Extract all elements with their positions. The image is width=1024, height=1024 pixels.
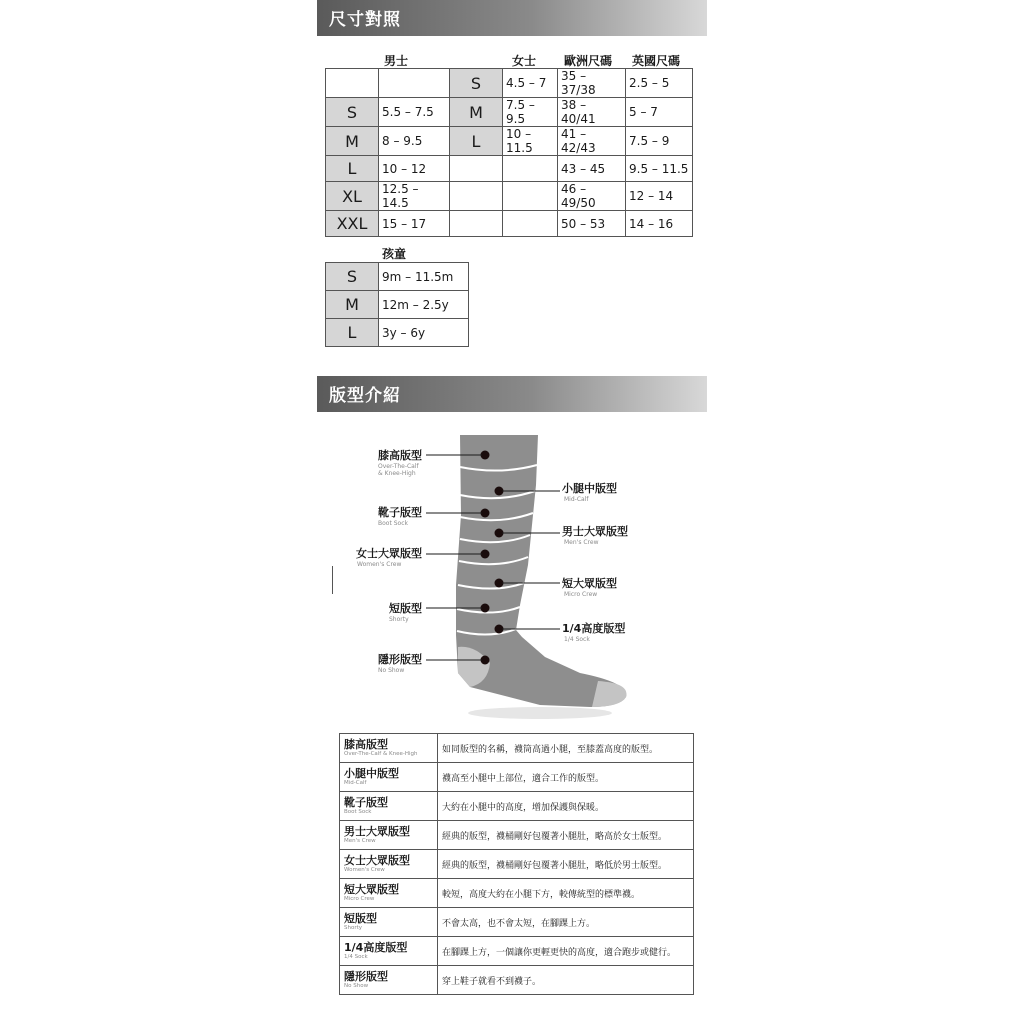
uk-cell: 9.5 – 11.5: [626, 156, 693, 182]
size-row: [326, 69, 693, 98]
womens-crew-label: 女士大眾版型: [356, 547, 422, 560]
sock-type-name: 短大眾版型: [344, 882, 399, 896]
men-size-cell: M: [326, 127, 379, 156]
kids-header: 孩童: [382, 247, 407, 261]
men-size-cell: [326, 69, 379, 98]
over-calf-label-en2: & Knee-High: [378, 470, 416, 477]
sock-type-name-cell: [340, 850, 438, 879]
shorty-label: 短版型: [389, 602, 422, 615]
women-size-cell: L: [450, 127, 503, 156]
sock-type-name-en: Men's Crew: [344, 837, 376, 844]
sock-type-description: 經典的版型，襪桶剛好包覆著小腿肚，略低於男士版型。: [438, 850, 694, 879]
eu-cell: 46 – 49/50: [558, 182, 626, 211]
women-range-cell: 7.5 – 9.5: [503, 98, 558, 127]
eu-cell: 50 – 53: [558, 211, 626, 237]
mid-calf-label-en: Mid-Calf: [564, 496, 589, 503]
women-range-cell: [503, 182, 558, 211]
sock-type-description: 較短，高度大約在小腿下方，較傳統型的標準襪。: [438, 879, 694, 908]
sock-type-name-cell: [340, 734, 438, 763]
women-size-cell: [450, 156, 503, 182]
sock-type-name-cell: [340, 937, 438, 966]
men-size-cell: L: [326, 156, 379, 182]
sock-type-description: 穿上鞋子就看不到襪子。: [438, 966, 694, 995]
uk-cell: 14 – 16: [626, 211, 693, 237]
sock-type-name: 膝高版型: [344, 737, 388, 751]
eu-cell: 35 – 37/38: [558, 69, 626, 98]
sock-type-name-en: Women's Crew: [344, 866, 385, 873]
kids-range-cell: 3y – 6y: [379, 319, 469, 347]
sock-type-name: 1/4高度版型: [344, 940, 408, 954]
sock-type-description: 襪高至小腿中上部位，適合工作的版型。: [438, 763, 694, 792]
sock-type-name-en: Shorty: [344, 924, 363, 931]
women-range-cell: [503, 211, 558, 237]
sock-type-name-en: Boot Sock: [344, 808, 372, 815]
uk-header: 英國尺碼: [632, 54, 681, 68]
quarter-label-en: 1/4 Sock: [564, 636, 590, 643]
kids-size-cell: S: [326, 263, 379, 291]
sock-type-description: 不會太高，也不會太短，在腳踝上方。: [438, 908, 694, 937]
uk-cell: 5 – 7: [626, 98, 693, 127]
men-range-cell: 12.5 – 14.5: [379, 182, 450, 211]
mid-calf-label: 小腿中版型: [562, 482, 617, 495]
women-range-cell: [503, 156, 558, 182]
no-show-label-en: No Show: [378, 667, 405, 674]
sock-type-name-en: 1/4 Sock: [344, 953, 368, 960]
sock-type-description: 在腳踝上方，一個讓你更輕更快的高度，適合跑步或健行。: [438, 937, 694, 966]
description-row: [340, 966, 694, 995]
sock-type-name-cell: [340, 821, 438, 850]
kids-range-cell: 12m – 2.5y: [379, 291, 469, 319]
eu-cell: 41 – 42/43: [558, 127, 626, 156]
men-range-cell: 15 – 17: [379, 211, 450, 237]
description-row: [340, 821, 694, 850]
kids-size-cell: L: [326, 319, 379, 347]
eu-cell: 38 – 40/41: [558, 98, 626, 127]
description-row: [340, 763, 694, 792]
description-row: [340, 879, 694, 908]
sock-type-description: 大約在小腿中的高度，增加保護與保暖。: [438, 792, 694, 821]
kids-size-cell: M: [326, 291, 379, 319]
sock-shadow: [468, 707, 612, 719]
size-table: [325, 68, 693, 237]
description-row: [340, 850, 694, 879]
women-range-cell: 4.5 – 7: [503, 69, 558, 98]
uk-cell: 12 – 14: [626, 182, 693, 211]
sock-type-name-en: Mid-Calf: [344, 779, 367, 786]
sock-type-name-cell: [340, 763, 438, 792]
sock-type-name: 小腿中版型: [344, 766, 399, 780]
sock-type-name: 男士大眾版型: [344, 824, 410, 838]
sock-type-name: 短版型: [344, 911, 377, 925]
description-row: [340, 937, 694, 966]
sock-type-name-en: Over-The-Calf & Knee-High: [344, 750, 418, 757]
sock-type-name-cell: [340, 908, 438, 937]
micro-crew-label-en: Micro Crew: [564, 591, 598, 598]
men-header: 男士: [384, 54, 409, 68]
description-row: [340, 734, 694, 763]
men-size-cell: XL: [326, 182, 379, 211]
size-chart-title: 尺寸對照: [329, 10, 401, 30]
uk-cell: 7.5 – 9: [626, 127, 693, 156]
description-row: [340, 908, 694, 937]
men-range-cell: 8 – 9.5: [379, 127, 450, 156]
sock-toe: [592, 681, 626, 707]
kids-row: [326, 319, 469, 347]
women-header: 女士: [512, 54, 537, 68]
sock-type-name-cell: [340, 966, 438, 995]
sock-type-description: 經典的版型，襪桶剛好包覆著小腿肚，略高於女士版型。: [438, 821, 694, 850]
mens-crew-label: 男士大眾版型: [562, 525, 628, 538]
uk-cell: 2.5 – 5: [626, 69, 693, 98]
sock-height-diagram: [330, 425, 650, 725]
sock-type-name: 女士大眾版型: [344, 853, 410, 867]
micro-crew-label: 短大眾版型: [562, 577, 617, 590]
men-size-cell: S: [326, 98, 379, 127]
men-range-cell: 10 – 12: [379, 156, 450, 182]
men-range-cell: 5.5 – 7.5: [379, 98, 450, 127]
size-row: [326, 211, 693, 237]
no-show-label: 隱形版型: [378, 653, 422, 666]
description-row: [340, 792, 694, 821]
size-row: [326, 98, 693, 127]
mens-crew-label-en: Men's Crew: [564, 539, 599, 546]
men-size-cell: XXL: [326, 211, 379, 237]
sock-type-name: 隱形版型: [344, 969, 388, 983]
boot-label-en: Boot Sock: [378, 520, 408, 527]
sock-type-name-cell: [340, 879, 438, 908]
over-calf-label-en1: Over-The-Calf: [378, 463, 419, 470]
kids-table: [325, 262, 469, 347]
over-calf-label: 膝高版型: [378, 449, 422, 462]
eu-header: 歐洲尺碼: [564, 54, 613, 68]
size-row: [326, 182, 693, 211]
sock-type-description: 如同版型的名稱，襪筒高過小腿，至膝蓋高度的版型。: [438, 734, 694, 763]
boot-label: 靴子版型: [378, 506, 422, 519]
kids-row: [326, 291, 469, 319]
women-size-cell: [450, 211, 503, 237]
eu-cell: 43 – 45: [558, 156, 626, 182]
sock-type-name: 靴子版型: [344, 795, 388, 809]
men-range-cell: [379, 69, 450, 98]
sock-types-title: 版型介紹: [329, 386, 401, 406]
sock-type-name-en: No Show: [344, 982, 369, 989]
women-size-cell: S: [450, 69, 503, 98]
womens-crew-label-en: Women's Crew: [357, 561, 402, 568]
women-range-cell: 10 – 11.5: [503, 127, 558, 156]
kids-range-cell: 9m – 11.5m: [379, 263, 469, 291]
size-row: [326, 127, 693, 156]
women-size-cell: [450, 182, 503, 211]
sock-type-name-cell: [340, 792, 438, 821]
quarter-label: 1/4高度版型: [562, 622, 626, 635]
sock-type-description-table: [339, 733, 694, 995]
sock-type-name-en: Micro Crew: [344, 895, 375, 902]
size-chart-header: [317, 0, 707, 36]
sock-types-header: [317, 376, 707, 412]
women-size-cell: M: [450, 98, 503, 127]
kids-row: [326, 263, 469, 291]
shorty-label-en: Shorty: [389, 616, 409, 623]
size-row: [326, 156, 693, 182]
